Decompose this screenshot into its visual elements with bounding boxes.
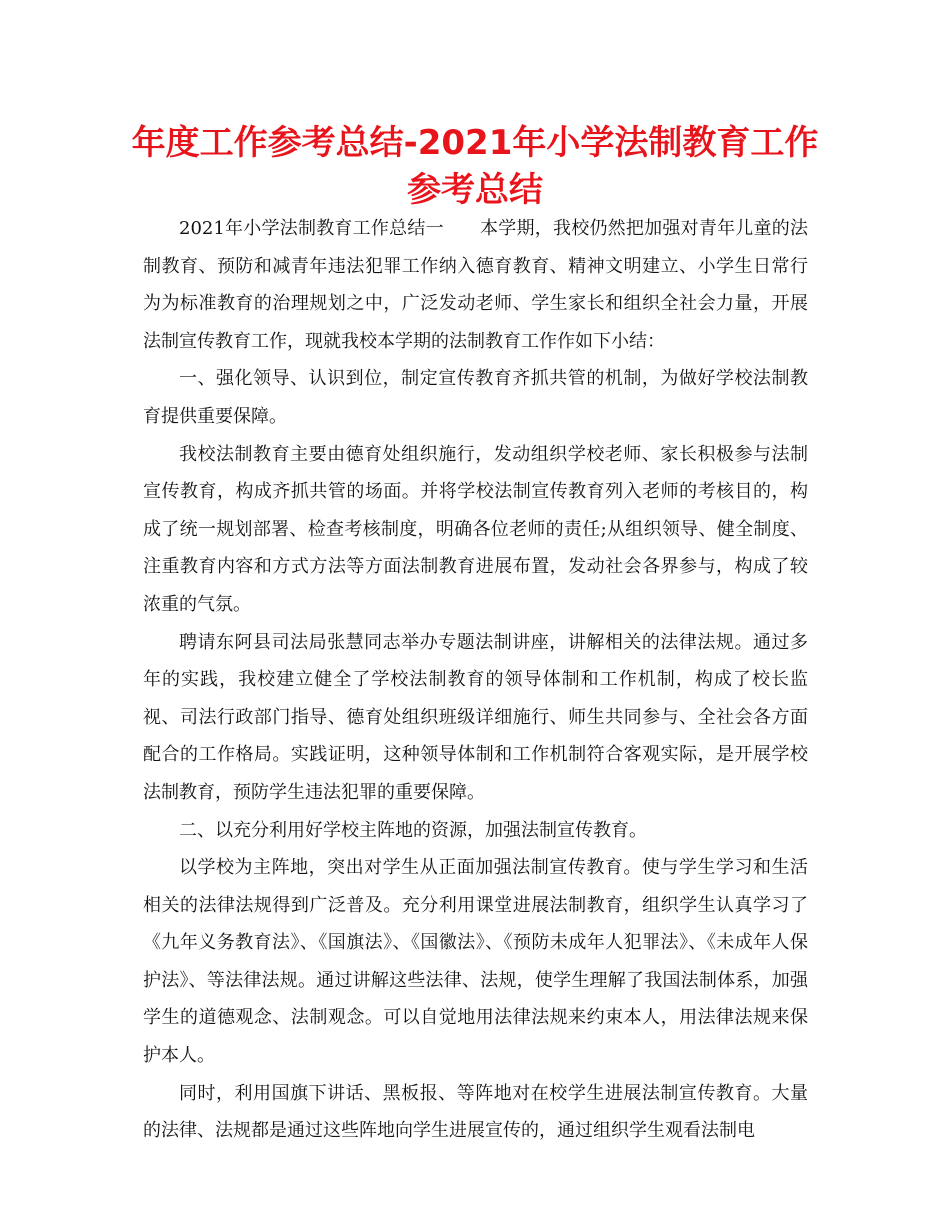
paragraph-5: 二、以充分利用好学校主阵地的资源，加强法制宣传教育。 — [179, 819, 647, 841]
document-title: 年度工作参考总结-2021年小学法制教育工作参考总结 — [131, 123, 819, 210]
paragraph-1 — [143, 210, 808, 360]
paragraph-text: 本学期，我校仍然把加强对青年儿童的法制教育、预防和减青年违法犯罪工作纳入德育教育、精神文明建立、小学生日常行为为标准教育的治理规划之中，广泛发动老师、学生家长和组织全社会力量，开展法制宣传教育工作，现就我校本学期的法制教育工作作如下小结： — [143, 218, 808, 352]
document-body — [143, 210, 808, 1150]
paragraph-4: 聘请东阿县司法局张慧同志举办专题法制讲座，讲解相关的法律法规。通过多年的实践，我校建立健全了学校法制教育的领导体制和工作机制，构成了校长监视、司法行政部门指导、德育处组织班级详细施行、师生共同参与、全社会各方面配合的工作格局。实践证明，这种领导体制和工作机制符合客观实际，是开展学校法制教育，预防学生违法犯罪的重要保障。 — [143, 631, 808, 803]
paragraph-2: 一、强化领导、认识到位，制定宣传教育齐抓共管的机制，为做好学校法制教育提供重要保障。 — [143, 368, 808, 427]
paragraph-7: 同时，利用国旗下讲话、黑板报、等阵地对在校学生进展法制宣传教育。大量的法律、法规都是通过这些阵地向学生进展宣传的，通过组织学生观看法制电 — [143, 1082, 808, 1142]
paragraph-lead: 2021年小学法制教育工作总结一 — [179, 218, 444, 239]
paragraph-3: 我校法制教育主要由德育处组织施行，发动组织学校老师、家长积极参与法制宣传教育，构成齐抓共管的场面。并将学校法制宣传教育列入老师的考核目的，构成了统一规划部署、检查考核制度，明确各位老师的责任;从组织领导、健全制度、注重教育内容和方式方法等方面法制教育进展布置，发动社会各界参与，构成了较浓重的气氛。 — [143, 443, 808, 615]
paragraph-6: 以学校为主阵地，突出对学生从正面加强法制宣传教育。使与学生学习和生活相关的法律法规得到广泛普及。充分利用课堂进展法制教育，组织学生认真学习了《九年义务教育法》、《国旗法》、《国徽法》、《预防未成年人犯罪法》、《未成年人保护法》、等法律法规。通过讲解这些法律、法规，使学生理解了我国法制体系，加强学生的道德观念、法制观念。可以自觉地用法律法规来约束本人，用法律法规来保护本人。 — [143, 857, 808, 1067]
